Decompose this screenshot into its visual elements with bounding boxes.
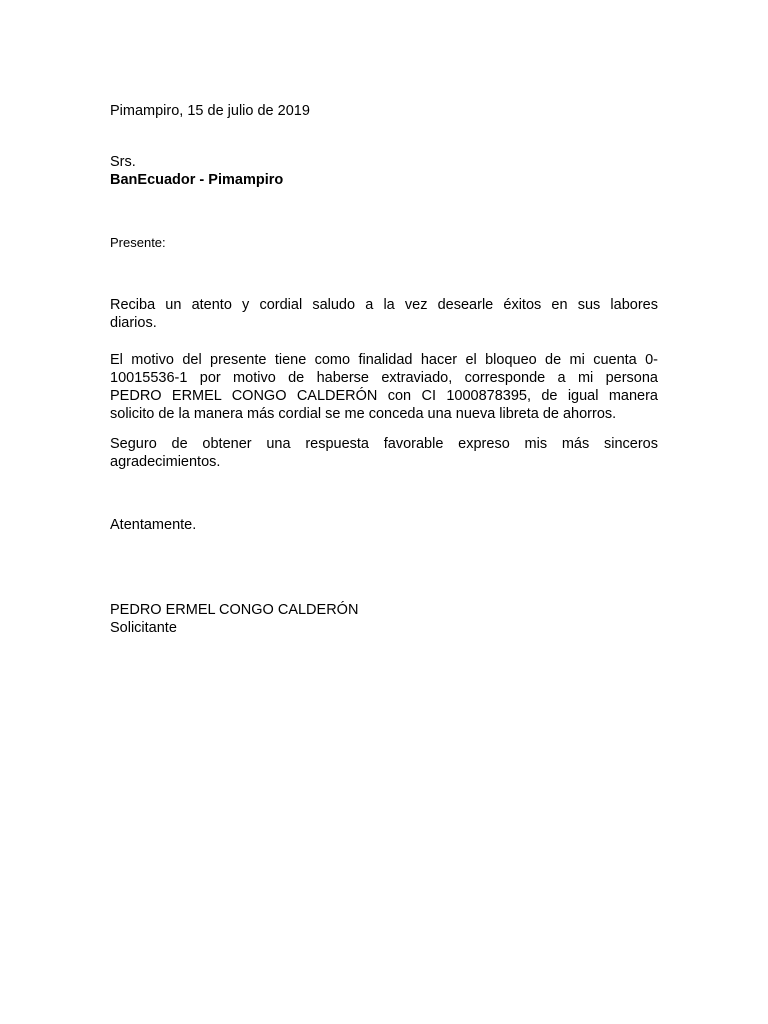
paragraph-line: agradecimientos. <box>110 454 221 470</box>
paragraph-line: PEDRO ERMEL CONGO CALDERÓN con CI 1000878395, de igual manera <box>110 388 658 404</box>
paragraph-request <box>110 351 658 423</box>
recipient-name: BanEcuador - Pimampiro <box>110 172 284 188</box>
paragraph-line: diarios. <box>110 315 157 331</box>
paragraph-line: Seguro de obtener una respuesta favorable expreso mis más sinceros <box>110 436 658 452</box>
signer-name: PEDRO ERMEL CONGO CALDERÓN <box>110 602 359 618</box>
recipient-title: Srs. <box>110 154 136 170</box>
paragraph-line: Reciba un atento y cordial saludo a la vez desearle éxitos en sus labores <box>110 297 658 313</box>
signer-role: Solicitante <box>110 620 177 636</box>
paragraph-line: solicito de la manera más cordial se me conceda una nueva libreta de ahorros. <box>110 406 617 422</box>
place-date: Pimampiro, 15 de julio de 2019 <box>110 103 310 119</box>
paragraph-line: 10015536-1 por motivo de haberse extraviado, corresponde a mi persona <box>110 370 658 386</box>
greeting: Presente: <box>110 235 166 250</box>
paragraph-thanks <box>110 435 658 471</box>
closing: Atentamente. <box>110 517 197 533</box>
paragraph-greeting <box>110 296 658 332</box>
paragraph-line: El motivo del presente tiene como finalidad hacer el bloqueo de mi cuenta 0- <box>110 352 658 368</box>
